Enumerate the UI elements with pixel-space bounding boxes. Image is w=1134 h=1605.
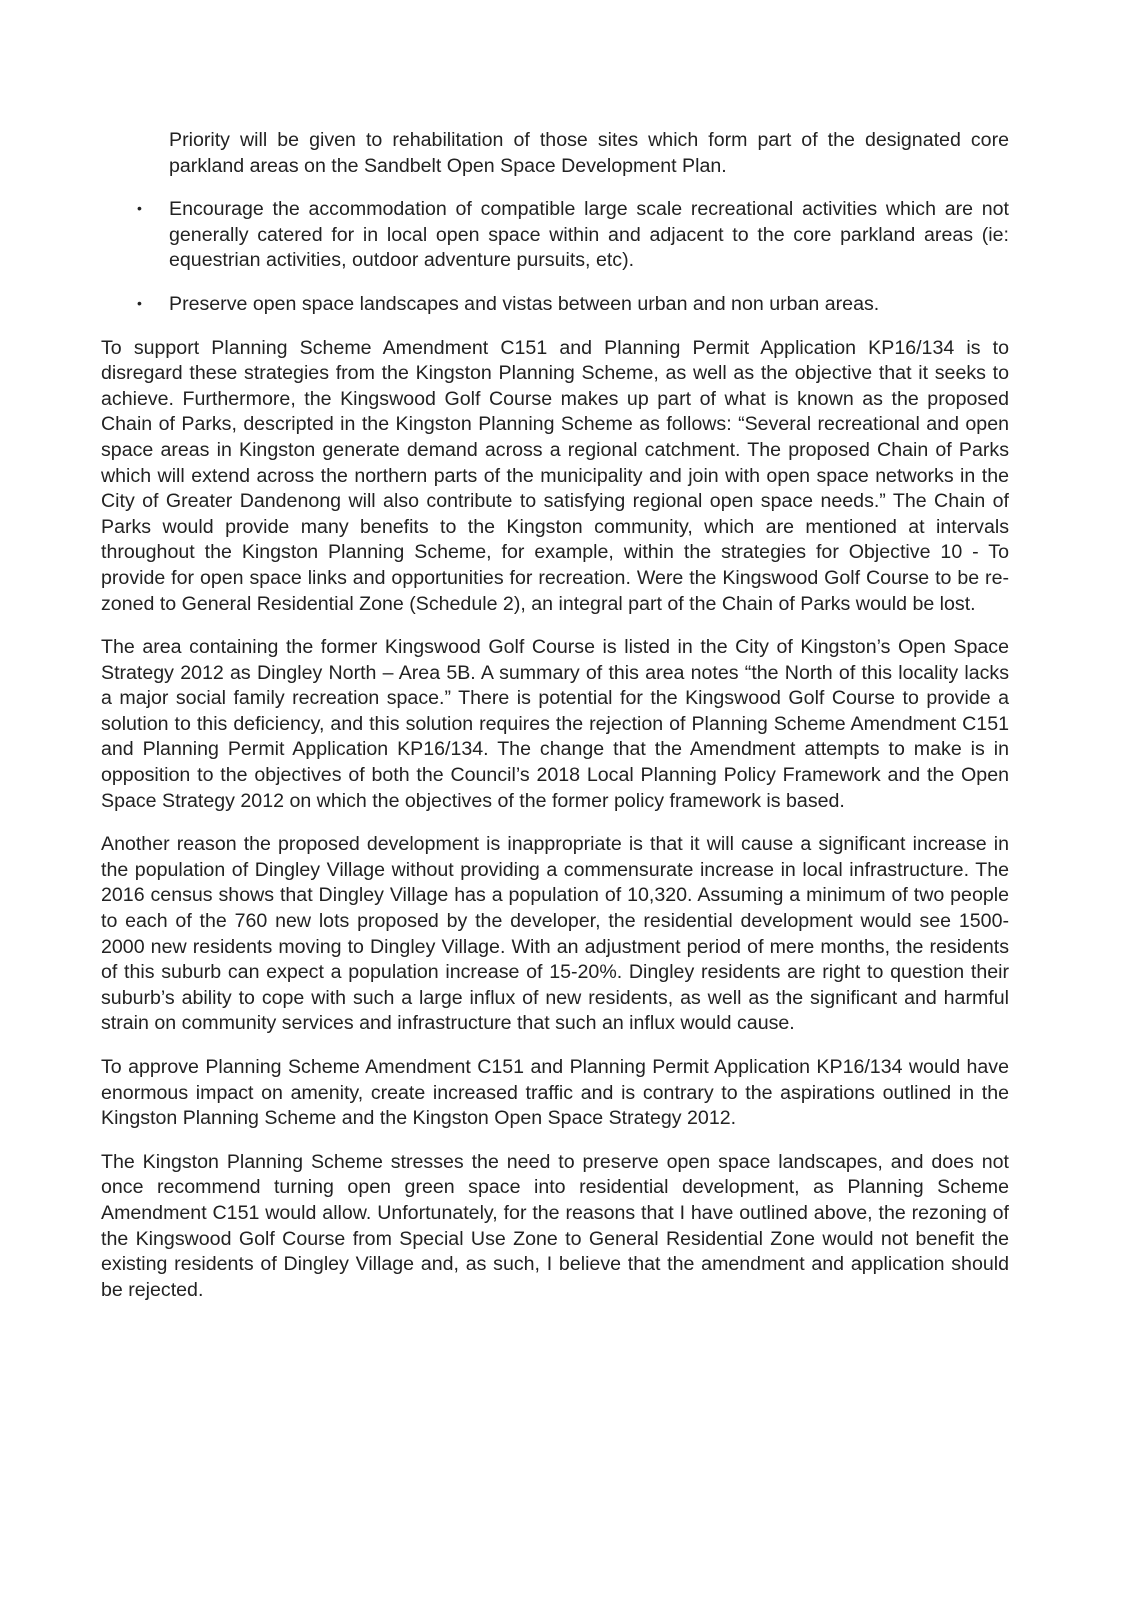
intro-paragraph: Priority will be given to rehabilitation of those sites which form part of the designated core parkland areas on the Sandbelt Open Space Development Plan. [169, 129, 1009, 177]
paragraph-amenity-impact: To approve Planning Scheme Amendment C151 and Planning Permit Application KP16/134 would have enormous impact on amenity, create increased traffic and is contrary to the aspirations outlined in the Kingston Planning Scheme and the Kingston Open Space Strategy 2012. [101, 1056, 1009, 1130]
bullet-marker: • [137, 200, 142, 217]
paragraph-chain-of-parks: To support Planning Scheme Amendment C151 and Planning Permit Application KP16/134 is to disregard these strategies from the Kingston Planning Scheme, as well as the objective that it seeks to achieve. Furthermore, the Kingswood Golf Course makes up part of what is known as the proposed Chain of Parks, descripted in the Kingston Planning Scheme as follows: “Several recreational and open space areas in Kingston generate demand across a regional catchment. The proposed Chain of Parks which will extend across the northern parts of the municipality and join with open space networks in the City of Greater Dandenong will also contribute to satisfying regional open space needs.” The Chain of Parks would provide many benefits to the Kingston community, which are mentioned at intervals throughout the Kingston Planning Scheme, for example, within the strategies for Objective 10 - To provide for open space links and opportunities for recreation. Were the Kingswood Golf Course to be re-zoned to General Residential Zone (Schedule 2), an integral part of the Chain of Parks would be lost. [101, 336, 1009, 615]
list-item [137, 292, 1009, 318]
list-item [137, 197, 1009, 274]
paragraph-population-increase: Another reason the proposed development is inappropriate is that it will cause a significant increase in the population of Dingley Village without providing a commensurate increase in local infrastructure. The 2016 census shows that Dingley Village has a population of 10,320. Assuming a minimum of two people to each of the 760 new lots proposed by the developer, the residential development would see 1500-2000 new residents moving to Dingley Village. With an adjustment period of mere months, the residents of this suburb can expect a population increase of 15-20%. Dingley residents are right to question their suburb’s ability to cope with such a large influx of new residents, as well as the significant and harmful strain on community services and infrastructure that such an influx would cause. [101, 833, 1009, 1035]
bullet-text: Preserve open space landscapes and vistas between urban and non urban areas. [169, 292, 880, 315]
paragraph-open-space-strategy: The area containing the former Kingswood Golf Course is listed in the City of Kingston’s Open Space Strategy 2012 as Dingley North – Area 5B. A summary of this area notes “the North of this locality lacks a major social family recreation space.” There is potential for the Kingswood Golf Course to provide a solution to this deficiency, and this solution requires the rejection of Planning Scheme Amendment C151 and Planning Permit Application KP16/134. The change that the Amendment attempts to make is in opposition to the objectives of both the Council’s 2018 Local Planning Policy Framework and the Open Space Strategy 2012 on which the objectives of the former policy framework is based. [101, 636, 1009, 812]
bullet-marker: • [137, 294, 142, 311]
bullet-list [101, 197, 1009, 317]
paragraph-conclusion: The Kingston Planning Scheme stresses the need to preserve open space landscapes, and does not once recommend turning open green space into residential development, as Planning Scheme Amendment C151 would allow. Unfortunately, for the reasons that I have outlined above, the rezoning of the Kingswood Golf Course from Special Use Zone to General Residential Zone would not benefit the existing residents of Dingley Village and, as such, I believe that the amendment and application should be rejected. [101, 1150, 1009, 1301]
bullet-text: Encourage the accommodation of compatible large scale recreational activities which are not generally catered for in local open space within and adjacent to the core parkland areas (ie: equestrian activities, outdoor adventure pursuits, etc). [169, 198, 1009, 272]
document-body [101, 128, 1009, 1321]
